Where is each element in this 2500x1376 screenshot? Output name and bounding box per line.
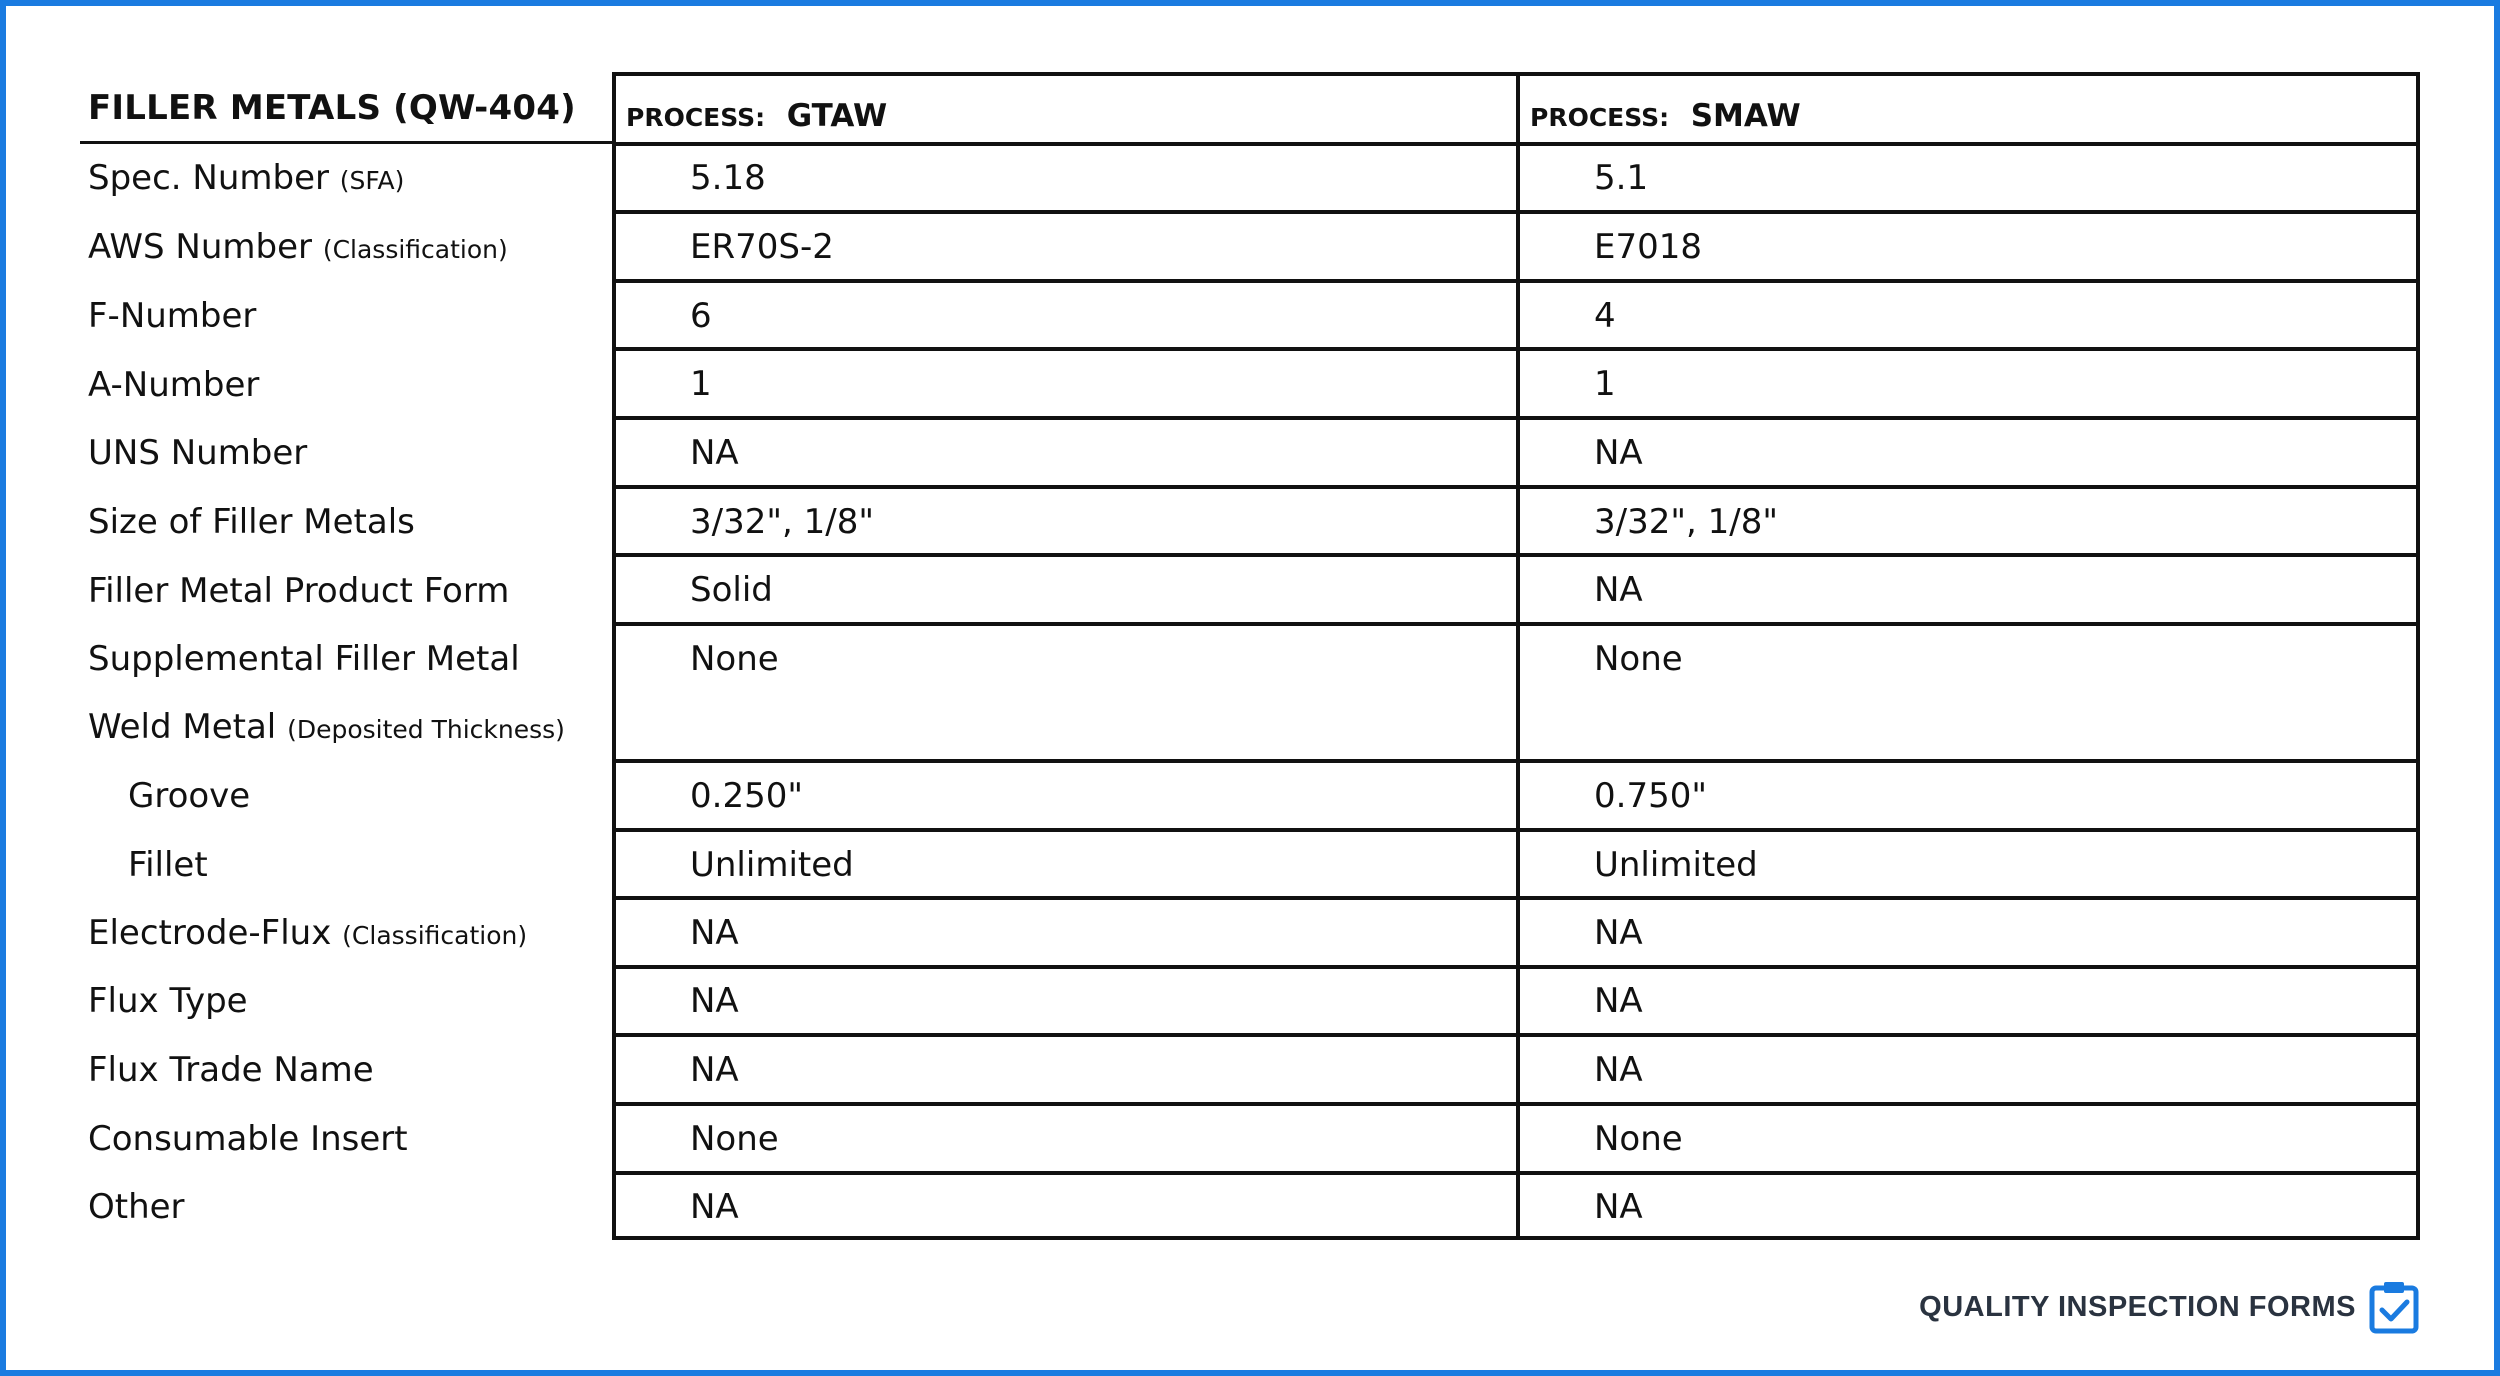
row-divider: [616, 965, 2416, 969]
value-cell[interactable]: NA: [1594, 570, 1643, 610]
title-underline: [80, 141, 615, 144]
column-divider: [1516, 76, 1520, 1236]
value-cell[interactable]: NA: [690, 913, 739, 953]
brand-text: QUALITY INSPECTION FORMS: [1919, 1290, 2356, 1323]
row-divider: [616, 142, 2416, 146]
value-cell[interactable]: NA: [1594, 913, 1643, 953]
value-cell[interactable]: NA: [690, 1050, 739, 1090]
row-label-product-form: Filler Metal Product Form: [88, 571, 510, 611]
row-label-supplemental: Supplemental Filler Metal: [88, 639, 520, 679]
row-divider: [616, 279, 2416, 283]
row-divider: [616, 347, 2416, 351]
row-label-groove: Groove: [128, 776, 251, 816]
value-cell[interactable]: NA: [690, 981, 739, 1021]
value-cell[interactable]: NA: [690, 433, 739, 473]
row-divider: [616, 485, 2416, 489]
value-cell[interactable]: 6: [690, 296, 712, 336]
value-cell[interactable]: NA: [1594, 1187, 1643, 1227]
clipboard-check-icon: [2368, 1280, 2420, 1334]
row-divider: [616, 896, 2416, 900]
row-label-uns-number: UNS Number: [88, 433, 308, 473]
row-divider: [616, 828, 2416, 832]
value-cell[interactable]: 3/32", 1/8": [1594, 502, 1778, 542]
row-divider: [616, 416, 2416, 420]
value-cell[interactable]: NA: [1594, 1050, 1643, 1090]
row-label-other: Other: [88, 1187, 185, 1227]
value-cell[interactable]: Unlimited: [1594, 845, 1758, 885]
value-cell[interactable]: Unlimited: [690, 845, 854, 885]
value-cell[interactable]: 1: [690, 364, 712, 404]
row-label-electrode-flux: Electrode-Flux (Classification): [88, 913, 528, 953]
value-cell[interactable]: 3/32", 1/8": [690, 502, 874, 542]
value-cell[interactable]: None: [1594, 639, 1683, 679]
row-divider: [616, 759, 2416, 763]
filler-metals-table: [612, 72, 2420, 1240]
row-label-aws-number: AWS Number (Classification): [88, 227, 508, 267]
row-label-consumable-insert: Consumable Insert: [88, 1119, 408, 1159]
process-header-2: PROCESS: SMAW: [1530, 98, 1801, 134]
value-cell[interactable]: NA: [1594, 981, 1643, 1021]
row-label-fillet: Fillet: [128, 845, 208, 885]
row-label-filler-size: Size of Filler Metals: [88, 502, 415, 542]
row-divider: [616, 553, 2416, 557]
row-divider: [616, 1102, 2416, 1106]
row-label-flux-type: Flux Type: [88, 981, 248, 1021]
row-divider: [616, 622, 2416, 626]
row-divider: [616, 210, 2416, 214]
value-cell[interactable]: 0.750": [1594, 776, 1707, 816]
value-cell[interactable]: E7018: [1594, 227, 1703, 267]
value-cell[interactable]: ER70S-2: [690, 227, 834, 267]
value-cell[interactable]: Solid: [690, 570, 773, 610]
row-label-spec-number: Spec. Number (SFA): [88, 158, 405, 198]
value-cell[interactable]: 4: [1594, 296, 1616, 336]
process-header-1: PROCESS: GTAW: [626, 98, 888, 134]
row-label-f-number: F-Number: [88, 296, 257, 336]
value-cell[interactable]: NA: [690, 1187, 739, 1227]
value-cell[interactable]: 5.18: [690, 158, 766, 198]
brand-logo: [1919, 1280, 2420, 1334]
value-cell[interactable]: 1: [1594, 364, 1616, 404]
value-cell[interactable]: None: [1594, 1119, 1683, 1159]
row-divider: [616, 1171, 2416, 1175]
row-label-flux-trade-name: Flux Trade Name: [88, 1050, 374, 1090]
row-label-weld-metal: Weld Metal (Deposited Thickness): [88, 707, 565, 747]
value-cell[interactable]: NA: [1594, 433, 1643, 473]
value-cell[interactable]: None: [690, 639, 779, 679]
value-cell[interactable]: 5.1: [1594, 158, 1649, 198]
row-divider: [616, 1033, 2416, 1037]
value-cell[interactable]: 0.250": [690, 776, 803, 816]
section-title: FILLER METALS (QW-404): [88, 88, 576, 128]
value-cell[interactable]: None: [690, 1119, 779, 1159]
row-label-a-number: A-Number: [88, 365, 260, 405]
